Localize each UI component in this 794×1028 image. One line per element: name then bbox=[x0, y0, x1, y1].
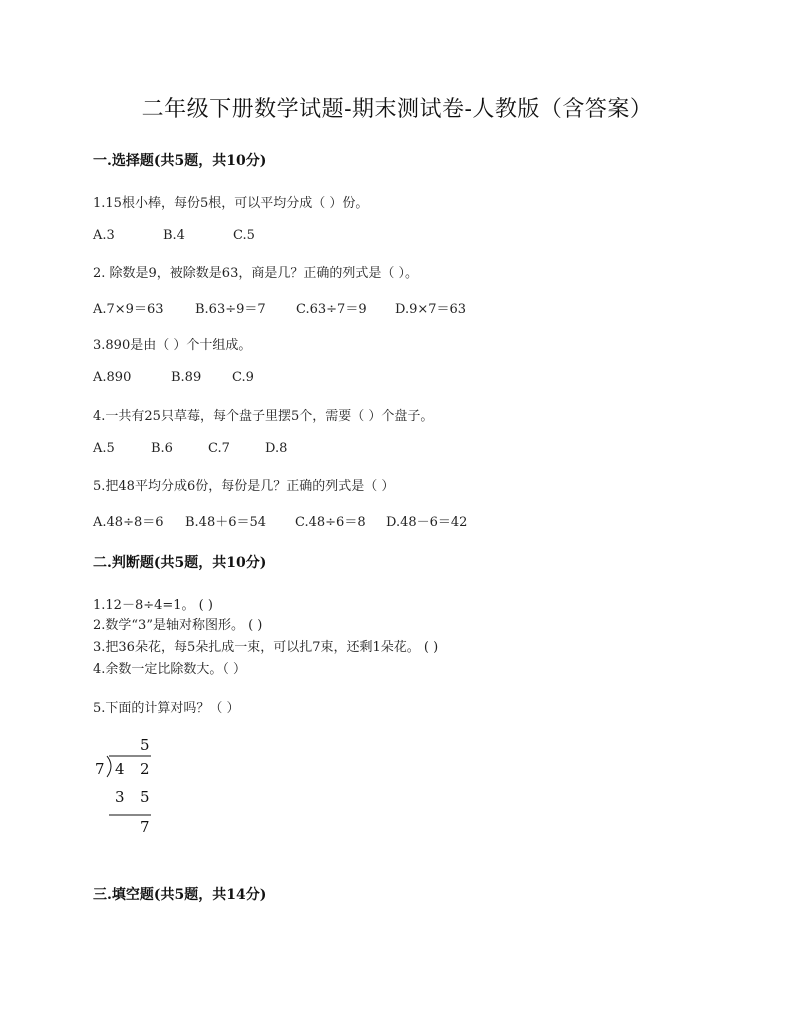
question-4-options bbox=[93, 441, 287, 456]
question-1: 1.15根小棒，每份5根，可以平均分成（ ）份。 bbox=[93, 196, 369, 211]
option: C.9 bbox=[232, 370, 254, 385]
question-2: 2. 除数是9，被除数是63，商是几？正确的列式是（ ）。 bbox=[93, 266, 418, 281]
division-product-tens: 3 bbox=[115, 788, 125, 806]
option: C.48÷6＝8 bbox=[295, 515, 366, 530]
section-heading-fill-blank: 三.填空题(共5题，共14分) bbox=[93, 887, 267, 903]
judgement-5: 5.下面的计算对吗？（ ） bbox=[93, 701, 240, 716]
option: A.48÷8＝6 bbox=[93, 515, 164, 530]
judgement-1: 1.12－8÷4=1。 ( ) bbox=[93, 598, 213, 613]
option: B.63÷9＝7 bbox=[195, 302, 266, 317]
division-bracket-lines bbox=[95, 736, 165, 841]
judgement-2: 2.数学“3”是轴对称图形。 ( ) bbox=[93, 618, 263, 633]
judgement-3: 3.把36朵花，每5朵扎成一束，可以扎7束，还剩1朵花。 ( ) bbox=[93, 640, 439, 655]
option: D.48－6＝42 bbox=[386, 515, 468, 530]
judgement-4: 4.余数一定比除数大。（ ） bbox=[93, 662, 247, 677]
section-heading-choice: 一.选择题(共5题，共10分) bbox=[93, 153, 267, 169]
question-2-options bbox=[93, 298, 466, 317]
option: C.5 bbox=[233, 228, 255, 243]
option: B.4 bbox=[163, 228, 185, 243]
question-3: 3.890是由（ ）个十组成。 bbox=[93, 338, 252, 353]
question-5: 5.把48平均分成6份，每份是几？正确的列式是（ ） bbox=[93, 479, 395, 494]
question-1-options bbox=[93, 228, 255, 243]
long-division-figure bbox=[95, 736, 165, 841]
division-quotient: 5 bbox=[140, 736, 150, 754]
option: B.89 bbox=[171, 370, 202, 385]
option: A.3 bbox=[93, 228, 115, 243]
page-title: 二年级下册数学试题-期末测试卷-人教版（含答案） bbox=[141, 97, 653, 122]
division-divisor: 7 bbox=[95, 760, 105, 778]
option: A.890 bbox=[93, 370, 132, 385]
option: B.6 bbox=[151, 441, 173, 456]
section-heading-judgement: 二.判断题(共5题，共10分) bbox=[93, 555, 267, 571]
question-4: 4.一共有25只草莓，每个盘子里摆5个，需要（ ）个盘子。 bbox=[93, 409, 434, 424]
option: D.9×7＝63 bbox=[395, 302, 467, 317]
question-3-options bbox=[93, 370, 254, 385]
option: A.7×9＝63 bbox=[93, 302, 164, 317]
division-remainder: 7 bbox=[140, 818, 150, 836]
division-dividend-ones: 2 bbox=[140, 760, 150, 778]
option: B.48＋6＝54 bbox=[185, 515, 267, 530]
option: A.5 bbox=[93, 441, 115, 456]
option: C.7 bbox=[208, 441, 230, 456]
option: D.8 bbox=[265, 441, 288, 456]
option: C.63÷7＝9 bbox=[296, 302, 367, 317]
question-5-options bbox=[93, 511, 467, 530]
division-product-ones: 5 bbox=[140, 788, 150, 806]
division-dividend-tens: 4 bbox=[115, 760, 125, 778]
